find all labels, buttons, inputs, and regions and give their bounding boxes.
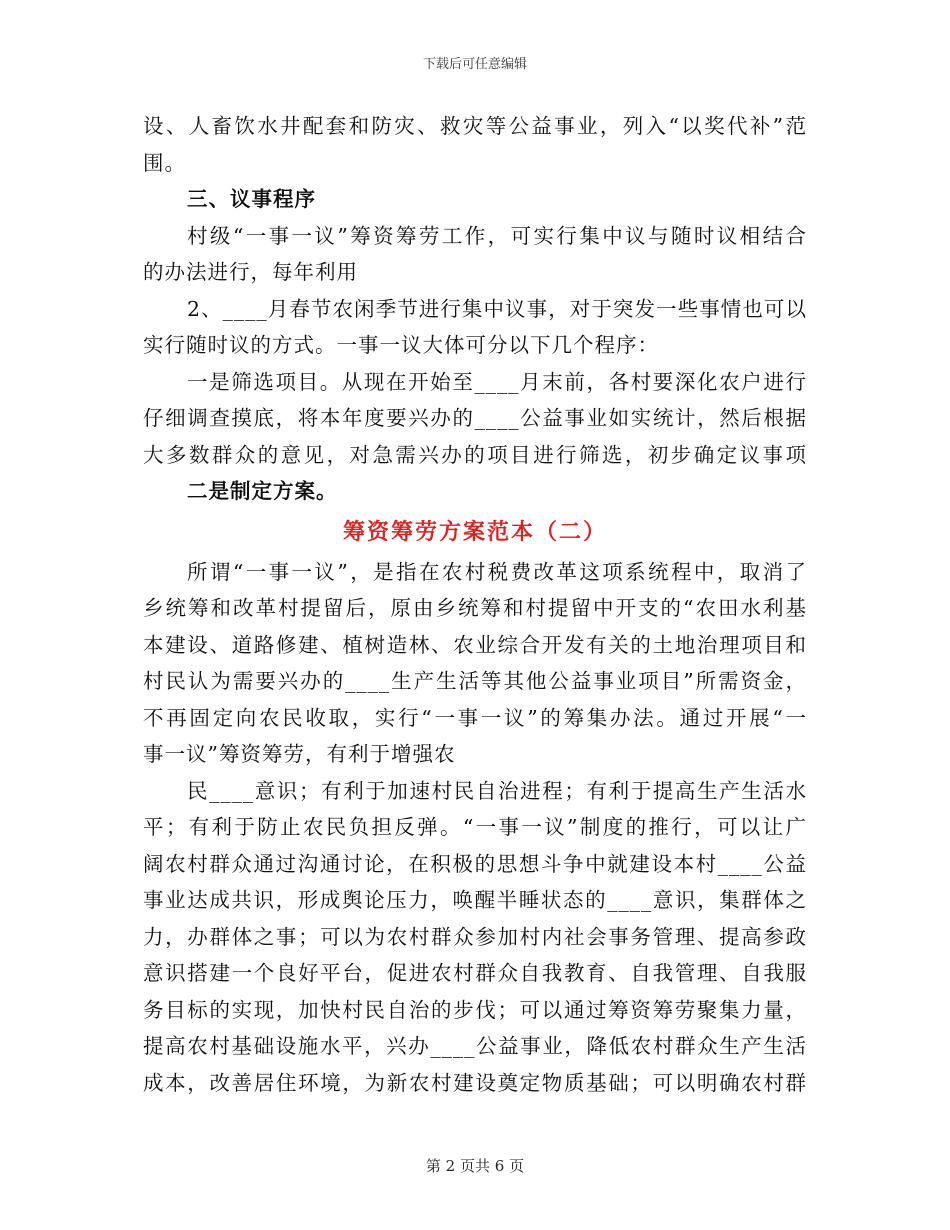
document-title: 筹资筹劳方案范本（二） xyxy=(342,518,607,545)
document-body xyxy=(143,108,807,1101)
body-line: 事一议”筹资筹劳，有利于增强农 xyxy=(143,742,456,766)
body-line: 实行随时议的方式。一事一议大体可分以下几个程序： xyxy=(143,333,659,357)
body-line: 事业达成共识，形成舆论压力，唤醒半睡状态的____意识，集群体之 xyxy=(143,888,807,912)
body-line: 不再固定向农民收取，实行“一事一议”的筹集办法。通过开展“一 xyxy=(143,705,807,730)
body-line: 本建设、道路修建、植树造林、农业综合开发有关的土地治理项目和 xyxy=(143,632,807,657)
body-line: 务目标的实现，加快村民自治的步伐；可以通过筹资筹劳聚集力量， xyxy=(143,997,807,1022)
body-line: 乡统筹和改革村提留后，原由乡统筹和村提留中开支的“农田水利基 xyxy=(143,596,807,620)
body-line: 一是筛选项目。从现在开始至____月末前，各村要深化农户进行 xyxy=(187,369,807,394)
body-line: 民____意识；有利于加速村民自治进程；有利于提高生产生活水 xyxy=(187,778,807,803)
page-header: 下载后可任意编辑 xyxy=(422,57,527,72)
body-line: 大多数群众的意见，对急需兴办的项目进行筛选，初步确定议事项 xyxy=(143,442,807,467)
page-footer: 第 2 页共 6 页 xyxy=(425,1157,525,1175)
body-line: 2、____月春节农闲季节进行集中议事，对于突发一些事情也可以 xyxy=(187,296,807,321)
section-heading: 三、议事程序 xyxy=(187,187,316,211)
body-line: 阔农村群众通过沟通讨论，在积极的思想斗争中就建设本村____公益 xyxy=(143,851,807,876)
section-heading: 二是制定方案。 xyxy=(187,479,338,503)
body-line: 的办法进行，每年利用 xyxy=(143,260,358,284)
body-line: 成本，改善居住环境，为新农村建设奠定物质基础；可以明确农村群 xyxy=(143,1070,807,1095)
body-line: 设、人畜饮水井配套和防灾、救灾等公益事业，列入“以奖代补”范 xyxy=(143,114,807,138)
body-line: 平；有利于防止农民负担反弹。“一事一议”制度的推行，可以让广 xyxy=(143,815,807,839)
body-line: 意识搭建一个良好平台，促进农村群众自我教育、自我管理、自我服 xyxy=(143,961,807,985)
body-line: 村级“一事一议”筹资筹劳工作，可实行集中议与随时议相结合 xyxy=(187,223,807,248)
body-line: 所谓“一事一议”，是指在农村税费改革这项系统程中，取消了 xyxy=(187,559,807,584)
body-line: 围。 xyxy=(143,150,186,175)
body-line: 力，办群体之事；可以为农村群众参加村内社会事务管理、提高参政 xyxy=(143,924,807,949)
body-line: 提高农村基础设施水平，兴办____公益事业，降低农村群众生产生活 xyxy=(143,1034,807,1058)
body-line: 仔细调查摸底，将本年度要兴办的____公益事业如实统计，然后根据 xyxy=(143,406,807,430)
body-line: 村民认为需要兴办的____生产生活等其他公益事业项目”所需资金， xyxy=(143,669,807,693)
